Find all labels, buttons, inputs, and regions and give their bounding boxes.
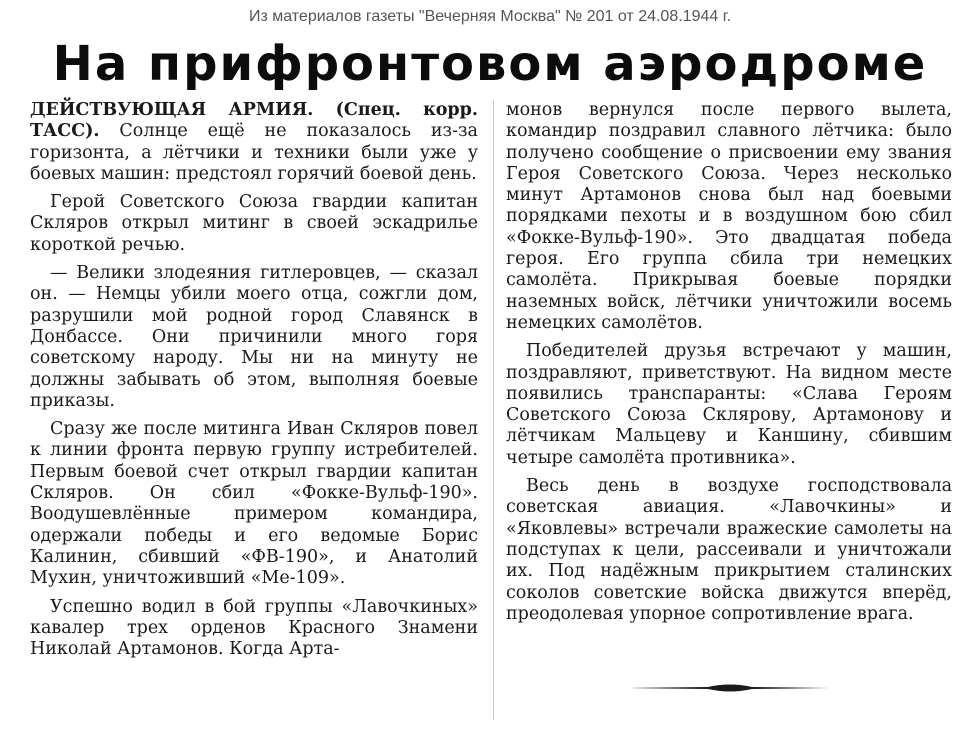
column-divider — [493, 100, 494, 720]
article-paragraph-4: Сразу же после митинга Иван Скляров повел к линии фронта первую группу истребителей. Первым боевой счет открыл гвардии капитан Скляров. Он сбил «Фокке-Вульф-190». Воодушевлённые примером командира, одержали победы и его ведомые Борис Калинин, сбивший «ФВ-190», и Анатолий Мухин, уничтоживший «Ме-109». — [30, 419, 478, 589]
source-line: Из материалов газеты "Вечерняя Москва" № 201 от 24.08.1944 г. — [248, 8, 732, 25]
article-paragraph-1 — [30, 100, 478, 185]
article-paragraph-7: Весь день в воздухе господствовала советская авиация. «Лавочкины» и «Яковлевы» встречали вражеские самолеты на подступах к цели, рассеивали и уничтожали их. Под надёжным прикрытием сталинских соколов советские войска движутся вперёд, преодолевая упорное сопротивление врага. — [506, 476, 952, 624]
article-column-left — [30, 100, 478, 667]
end-rule-ornament-icon — [630, 682, 830, 694]
article-paragraph-1-text: Солнце ещё не показалось из-за горизонта, а лётчики и техники были уже у боевых машин: предстоял горячий боевой день. — [30, 121, 478, 184]
article-paragraph-5: Успешно водил в бой группы «Лавочкиных» кавалер трех орденов Красного Знамени Николай Артамонов. Когда Арта- — [30, 596, 478, 660]
article-paragraph-5-continued: монов вернулся после первого вылета, командир поздравил славного лётчика: было получено сообщение о присвоении ему звания Героя Советского Союза. Через несколько минут Артамонов снова был над боевыми порядками пехоты и в воздушном бою сбил «Фокке-Вульф-190». Это двадцатая победа героя. Его группа сбила три немецких самолёта. Прикрывая боевые порядки наземных войск, лётчики уничтожили восемь немецких самолётов. — [506, 100, 952, 333]
article-column-right — [506, 100, 952, 632]
article-dateline: ДЕЙСТВУЮЩАЯ АРМИЯ. (Спец. корр. ТАСС). — [30, 100, 478, 142]
article-paragraph-3: — Велики злодеяния гитлеровцев, — сказал он. — Немцы убили моего отца, сожгли дом, разрушили мой родной город Славянск в Донбассе. Они причинили много горя советскому народу. Мы ни на минуту не должны забывать об этом, выполняя боевые приказы. — [30, 263, 478, 411]
article-headline: На прифронтовом аэродроме — [52, 36, 928, 92]
article-paragraph-6: Победителей друзья встречают у машин, поздравляют, приветствуют. На видном месте появились транспаранты: «Слава Героям Советского Союза Склярову, Артамонову и лётчикам Мальцеву и Каншину, сбившим четыре самолёта противника». — [506, 341, 952, 468]
article-paragraph-2: Герой Советского Союза гвардии капитан Скляров открыл митинг в своей эскадрилье короткой речью. — [30, 192, 478, 255]
